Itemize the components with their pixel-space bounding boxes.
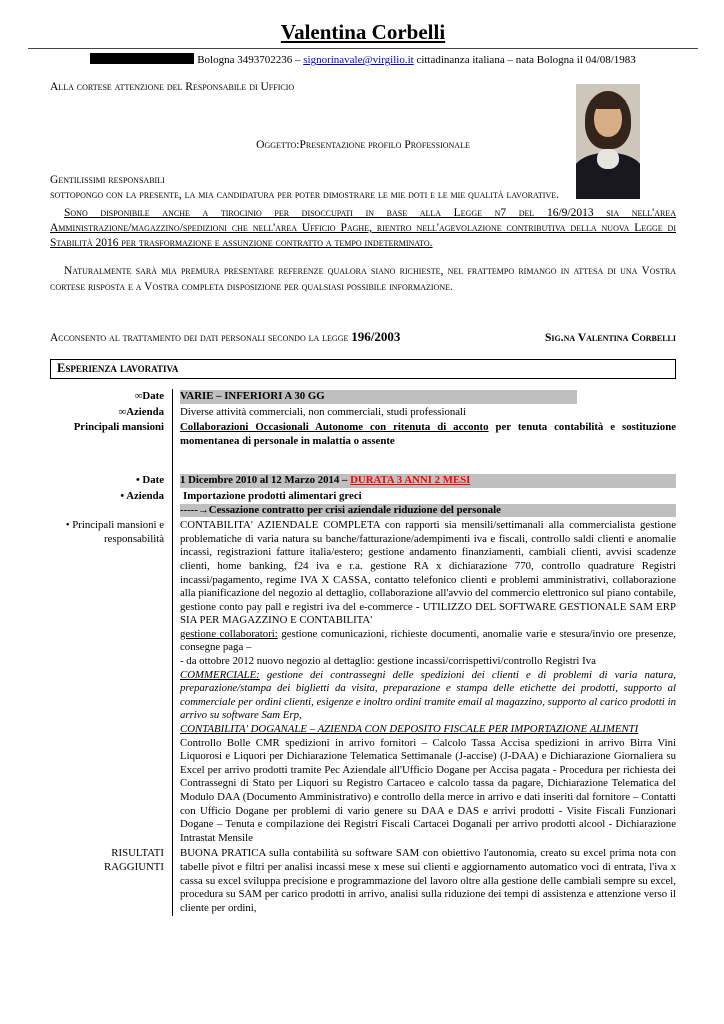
table-row-spacer — [50, 449, 676, 473]
role-1-underlined: Collaborazioni Occasionali Autonome con ritenuta di acconto — [180, 421, 489, 434]
row-value-date-2 — [172, 473, 676, 489]
photo-scarf — [597, 149, 619, 169]
role-1-rest: per tenuta contabilità e sostituzione momentanea di personale in malattia o assente — [180, 421, 676, 447]
table-row-company-2 — [50, 489, 676, 518]
presentation-sentence: sottopongo con la presente, la mia candidatura per poter dimostrare le mie doti e le mie qualità lavorative. — [50, 189, 559, 202]
row-label-role-1: Principali mansioni — [73, 421, 164, 434]
commercial-rest: gestione dei contrassegni delle spedizioni dei clienti e di problemi di varia natura, preparazione/stampa dei biglietti da visita, preparazione e stampa delle etichette dei prodotti, supporto al commerciale per ordini clienti, esigenze e inoltro ordini tramite email al magazzino, supporto al carico prodotti in arrivo su software Sam Erp, — [180, 668, 676, 722]
signature: Sig.na Valentina Corbelli — [544, 331, 676, 344]
row-value-date-1 — [172, 389, 676, 405]
collaborators-lead: gestione collaboratori: — [180, 627, 278, 640]
row-value-results — [172, 846, 676, 916]
contact-phone: Bologna 3493702236 – — [197, 54, 304, 66]
contact-line — [50, 53, 676, 66]
subject-line: Oggetto:Presentazione profilo Professionale — [256, 139, 470, 151]
table-row-results — [50, 846, 676, 916]
experience-table — [50, 389, 676, 916]
profile-photo — [576, 84, 640, 199]
attention-line: Alla cortese attenzione del Responsabile di Ufficio — [50, 81, 295, 93]
duties-paragraph-collaborators — [180, 628, 676, 655]
row-label-date-1: ∞Date — [134, 389, 164, 402]
row-value-company-1: Diverse attività commerciali, non commerciali, studi professionali — [172, 405, 676, 421]
duties-paragraph-accounting: CONTABILITA' AZIENDALE COMPLETA con rapporti sia mensili/settimanali alla commercialista gestione problematiche di varia natura su banche/fatturazione/adempimenti iva e fiscali, controllo saldi clienti e anomalie incassi, registrazioni fatture italia/estero; gestione andamento finanziamenti, cambiali clienti, avvisi scadenze clienti, home banking, f24 iva e r.a. gestione RA x dichiarazione 770, controllo quadrature Registri incassi/pagamento, regime IVA X CASSA, contatto telefonico clienti e problemi amministrativi, collaborazione alla pianificazione del negozio al dettaglio, collaborazione all'avvio del commercio elettronico sul piano contabile, gestione conto pay pall e registri iva del e-commerce - UTILIZZO DEL SOFTWARE GESTIONALE SAM ERP SIA PER MAGAZZINO E CONTABILITA' — [180, 519, 676, 627]
table-row-company-1 — [50, 405, 676, 421]
duties-paragraph-customs: Controllo Bolle CMR spedizioni in arrivo fornitori – Calcolo Tassa Accisa spedizioni in arrivo Birra Vini Liquorosi e Liquori per Dichiarazione Telematica Settimanale (J-accise) (J-DAA) e Dichiarazione Giornaliera su Excel per arrivo prodotti tramite Pec Aziendale all'Ufficio Dogane per Accisa pagata - Procedura per richiesta dei Contrassegni di Stato per Liquori su Registro Cartaceo e calcolo tassa da pagare, Dichiarazione Telematica del Modulo DAA (Documento Amministrativo) e controllo della merce in arrivo e dati inseriti dal fornitore – Contatti con Ufficio Dogane per problemi di vario genere su DAA e DAS e arrivi prodotti - Visite Fiscali Funzionari Dogane – Tenuta e compilazione dei Registri Fiscali Cartacei Doganali per arrivo prodotti alcool - Dichiarazione Intrastat Mensile — [180, 736, 676, 844]
table-row-role-1 — [50, 420, 676, 449]
contact-citizenship: cittadinanza italiana – nata Bologna il 04/08/1983 — [413, 54, 636, 66]
date-1-value: VARIE – INFERIORI A 30 GG — [180, 390, 577, 404]
date-2-bar — [180, 474, 676, 488]
duties-paragraph-shop: - da ottobre 2012 nuovo negozio al dettaglio: gestione incassi/corrispettivi/controllo Registri Iva — [180, 655, 596, 668]
consent-row — [50, 329, 676, 345]
date-2-value: 1 Dicembre 2010 al 12 Marzo 2014 – — [180, 474, 351, 487]
closing-paragraph: Naturalmente sarà mia premura presentare referenze qualora siano richieste, nel frattempo rimango in attesa di una Vostra cortese risposta e a Vostra completa disposizione per qualsiasi possibile informazione. — [50, 265, 676, 293]
row-value-duties — [172, 518, 676, 846]
row-label-results: RISULTATI RAGGIUNTI — [104, 847, 164, 873]
duties-heading-customs: CONTABILITA' DOGANALE – AZIENDA CON DEPOSITO FISCALE PER IMPORTAZIONE ALIMENTI — [180, 723, 639, 736]
collaborators-rest: gestione comunicazioni, richieste documenti, anomalie varie e stesura/invio ore presenze, consegne paga – — [180, 627, 676, 654]
section-experience-header: Esperienza lavorativa — [50, 359, 676, 379]
commercial-lead: COMMERCIALE: — [180, 668, 260, 681]
photo-hair-fringe — [590, 96, 626, 109]
date-2-duration: DURATA 3 ANNI 2 MESI — [350, 474, 471, 487]
consent-statement — [50, 329, 400, 345]
consent-law-number: 196/2003 — [351, 328, 401, 344]
row-value-role-1 — [172, 420, 676, 449]
greeting-text: Gentilissimi responsabili — [50, 174, 165, 186]
redacted-address — [90, 53, 194, 64]
table-row-duties — [50, 518, 676, 846]
row-value-company-2 — [172, 489, 676, 518]
row-label-company-1: ∞Azienda — [118, 405, 164, 418]
table-row-date-2 — [50, 473, 676, 489]
email-link[interactable]: signorinavale@virgilio.it — [303, 54, 414, 66]
row-label-company-2: • Azienda — [120, 489, 164, 502]
row-label-duties: • Principali mansioni e responsabilità — [65, 519, 164, 545]
title-divider — [28, 48, 698, 49]
document-title: Valentina Corbelli — [280, 20, 446, 44]
row-label-date-2: • Date — [135, 474, 164, 487]
consent-text: Acconsento al trattamento dei dati personali secondo la legge — [50, 331, 352, 344]
company-2-note: -----→Cessazione contratto per crisi aziendale riduzione del personale — [180, 504, 676, 518]
table-row-date-1 — [50, 389, 676, 405]
availability-paragraph: Sono disponibile anche a tirocinio per disoccupati in base alla Legge n7 del 16/9/2013 sia nell'area Amministrazione/magazzino/spedizioni che nell'area Ufficio Paghe, rientro nell'agevolazione contributiva della nuova Legge di Stabilità 2016 per trasformazione e assunzione contratto a tempo indeterminato. — [50, 206, 676, 250]
duties-paragraph-commercial — [180, 669, 676, 723]
company-2-value: Importazione prodotti alimentari greci — [183, 489, 362, 502]
results-paragraph: BUONA PRATICA sulla contabilità su software SAM con obiettivo l'autonomia, creato su excel prima nota con tabelle pivot e filtri per analisi incassi mese x mese sui clienti e aggiornamento automatico voci di entrata, l'iva x cassa su excel sviluppa precisione e programmazione del lavoro oltre alla gestione delle cambiali sempre su excel, procedura su SAM per carico prodotti in arrivo, analisi sulla riduzione dei tempi di assistenza e attenzione verso il cliente per ordini, — [180, 847, 676, 914]
